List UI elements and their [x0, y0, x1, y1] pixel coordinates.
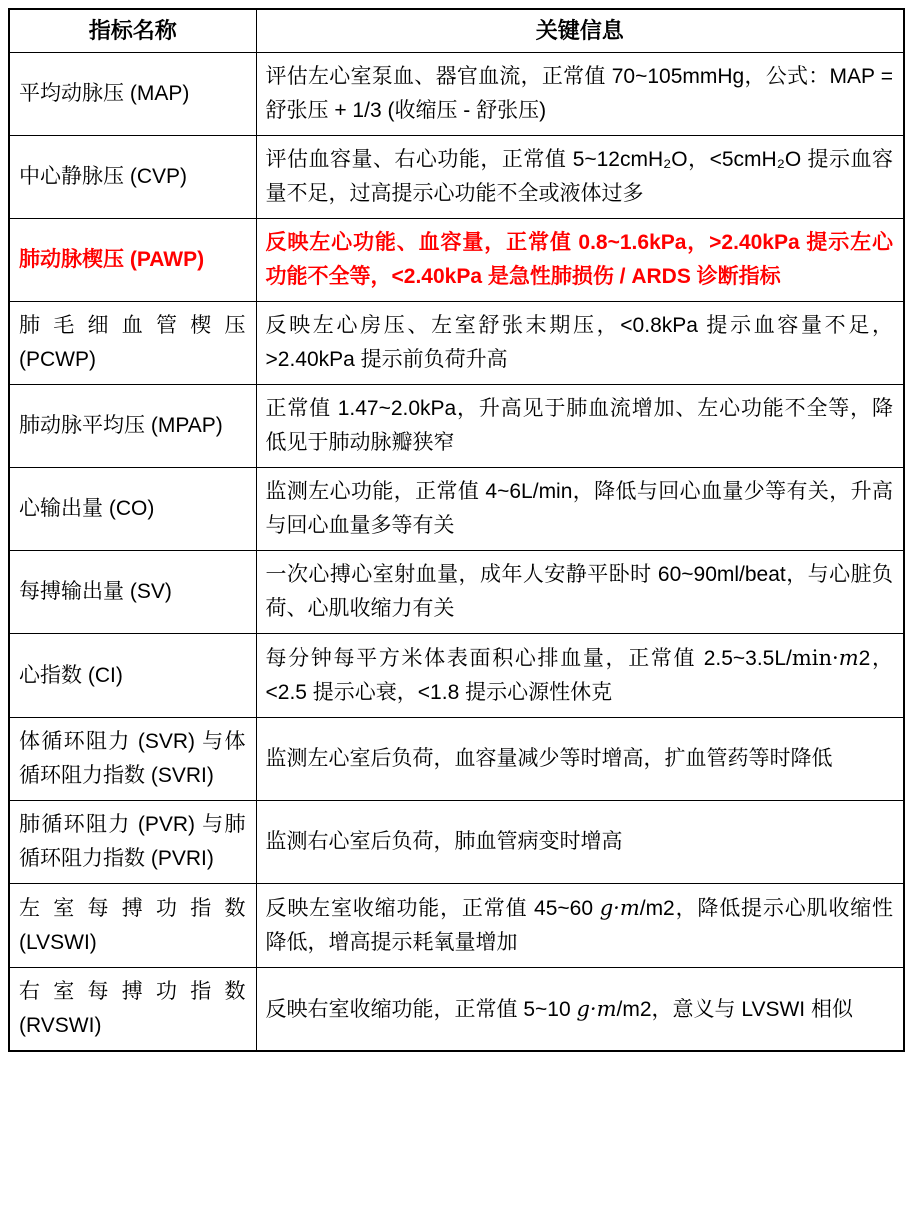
table-row: [9, 551, 904, 634]
key-info-cell: 评估左心室泵血、器官血流，正常值 70~105mmHg，公式：MAP = 舒张压 + 1/3 (收缩压 - 舒张压): [256, 53, 904, 136]
indicator-name-cell: 右室每搏功指数 (RVSWI): [9, 968, 256, 1052]
indicator-name-cell: 中心静脉压 (CVP): [9, 136, 256, 219]
table-row: [9, 884, 904, 968]
header-indicator-name: 指标名称: [9, 9, 256, 53]
key-info-cell: 正常值 1.47~2.0kPa，升高见于肺血流增加、左心功能不全等，降低见于肺动脉瓣狭窄: [256, 385, 904, 468]
indicator-name-cell: 肺毛细血管楔压 (PCWP): [9, 302, 256, 385]
key-info-cell: 监测左心功能，正常值 4~6L/min，降低与回心血量少等有关，升高与回心血量多等有关: [256, 468, 904, 551]
key-info-cell: 反映左心房压、左室舒张末期压，<0.8kPa 提示血容量不足，>2.40kPa 提示前负荷升高: [256, 302, 904, 385]
indicator-name-cell: 平均动脉压 (MAP): [9, 53, 256, 136]
indicator-name-cell: 心指数 (CI): [9, 634, 256, 718]
key-info-cell: 监测右心室后负荷，肺血管病变时增高: [256, 801, 904, 884]
key-info-cell: 反映左心功能、血容量，正常值 0.8~1.6kPa，>2.40kPa 提示左心功能不全等，<2.40kPa 是急性肺损伤 / ARDS 诊断指标: [256, 219, 904, 302]
table-row: [9, 385, 904, 468]
table-header: [9, 9, 904, 53]
indicator-name-cell: 肺动脉平均压 (MPAP): [9, 385, 256, 468]
table-row: [9, 302, 904, 385]
key-info-cell: 反映右室收缩功能，正常值 5~10 g·m/m2，意义与 LVSWI 相似: [256, 968, 904, 1052]
indicator-name-cell: 每搏输出量 (SV): [9, 551, 256, 634]
indicator-name-cell: 肺动脉楔压 (PAWP): [9, 219, 256, 302]
key-info-cell: 一次心搏心室射血量，成年人安静平卧时 60~90ml/beat，与心脏负荷、心肌收缩力有关: [256, 551, 904, 634]
key-info-cell: 评估血容量、右心功能，正常值 5~12cmH₂O，<5cmH₂O 提示血容量不足，过高提示心功能不全或液体过多: [256, 136, 904, 219]
indicator-name-cell: 肺循环阻力 (PVR) 与肺循环阻力指数 (PVRI): [9, 801, 256, 884]
key-info-cell: 监测左心室后负荷，血容量减少等时增高，扩血管药等时降低: [256, 718, 904, 801]
table-body: [9, 53, 904, 1052]
key-info-cell: 每分钟每平方米体表面积心排血量，正常值 2.5~3.5L/min·m2，<2.5 提示心衰，<1.8 提示心源性休克: [256, 634, 904, 718]
table-row: [9, 219, 904, 302]
table-row: [9, 468, 904, 551]
header-key-info: 关键信息: [256, 9, 904, 53]
table-row: [9, 53, 904, 136]
header-row: [9, 9, 904, 53]
table-row: [9, 968, 904, 1052]
table-row: [9, 136, 904, 219]
indicator-name-cell: 左室每搏功指数 (LVSWI): [9, 884, 256, 968]
table-row: [9, 801, 904, 884]
table-row: [9, 718, 904, 801]
indicator-name-cell: 体循环阻力 (SVR) 与体循环阻力指数 (SVRI): [9, 718, 256, 801]
indicator-table: [8, 8, 905, 1052]
indicator-name-cell: 心输出量 (CO): [9, 468, 256, 551]
table-row: [9, 634, 904, 718]
key-info-cell: 反映左室收缩功能，正常值 45~60 g·m/m2，降低提示心肌收缩性降低，增高提示耗氧量增加: [256, 884, 904, 968]
